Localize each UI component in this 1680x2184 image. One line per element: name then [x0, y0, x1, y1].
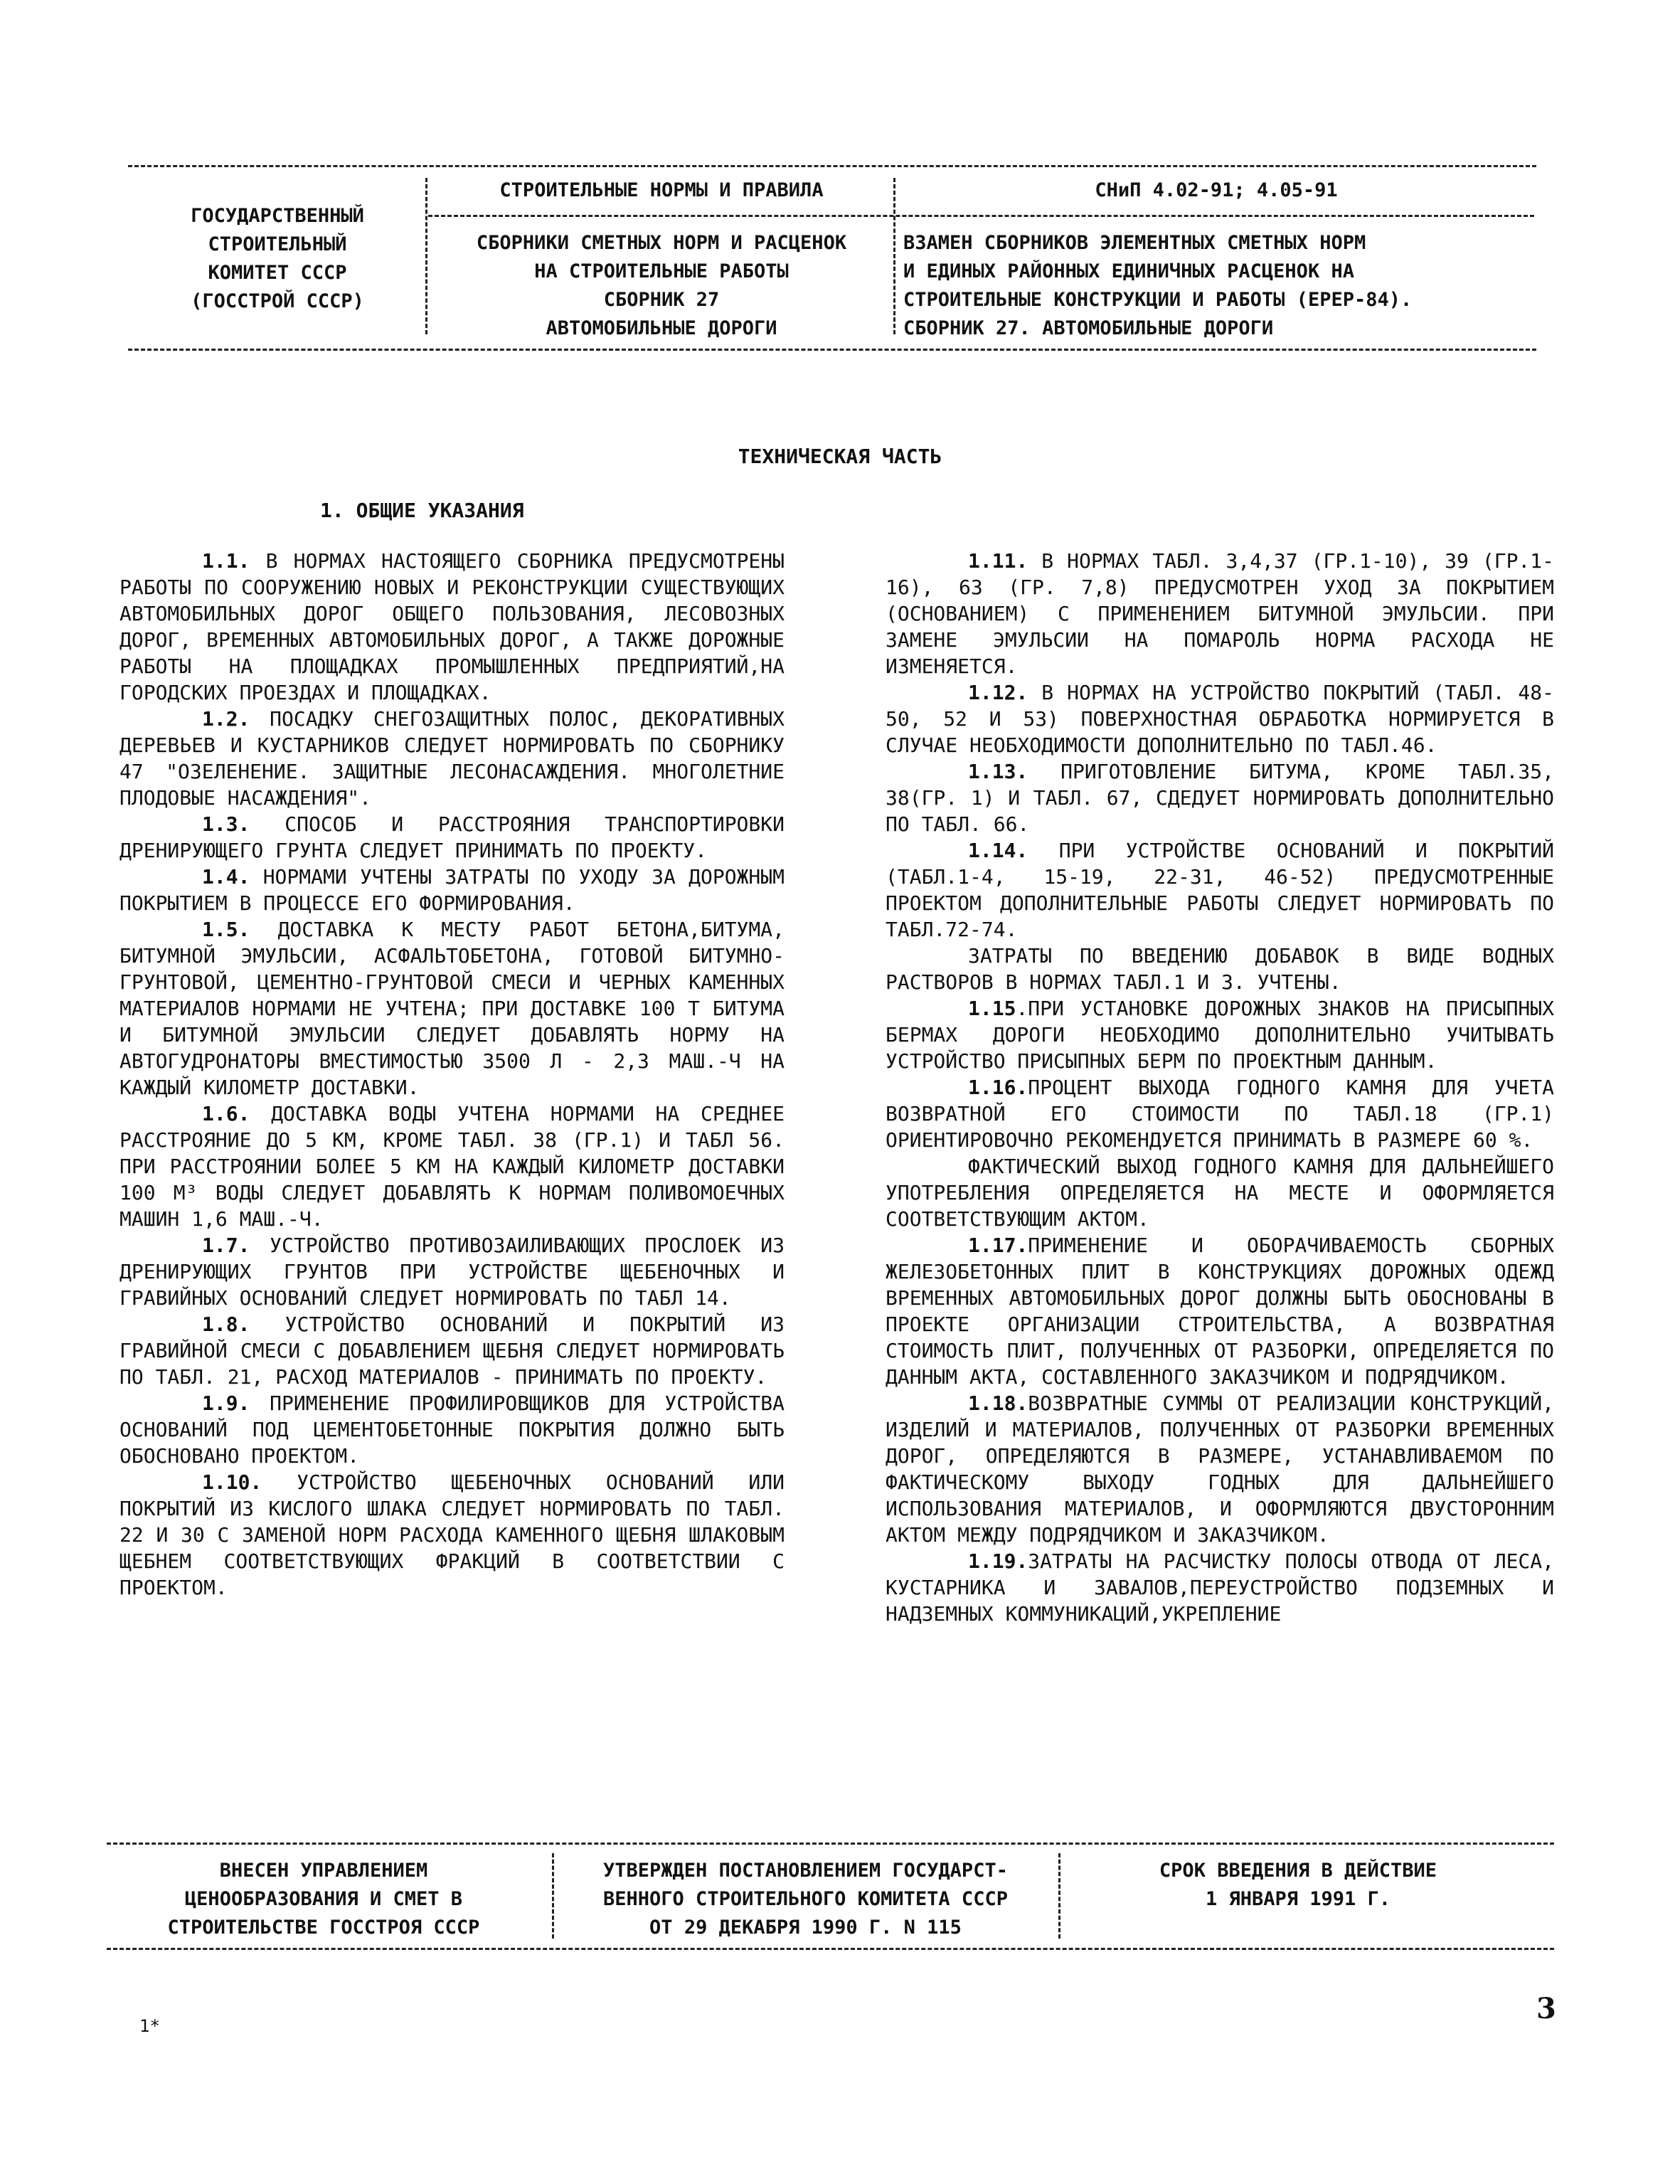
header-top-rule — [128, 165, 1536, 167]
clause-paragraph — [886, 548, 1554, 679]
replaces-line-3: СТРОИТЕЛЬНЫЕ КОНСТРУКЦИИ И РАБОТЫ (ЕРЕР-84). — [903, 289, 1413, 311]
clause-text: ФАКТИЧЕСКИЙ ВЫХОД ГОДНОГО КАМНЯ ДЛЯ ДАЛЬНЕЙШЕГО УПОТРЕБЛЕНИЯ ОПРЕДЕЛЯЕТСЯ НА МЕСТЕ И ОФОРМЛЯЕТСЯ СООТВЕТСТВУЮЩИМ АКТОМ. — [886, 1155, 1554, 1231]
signature-mark: 1* — [139, 2016, 160, 2036]
org-line-4: (ГОССТРОЙ СССР) — [191, 290, 364, 312]
effective-line-1: СРОК ВВЕДЕНИЯ В ДЕЙСТВИЕ — [1159, 1860, 1437, 1882]
clause-paragraph — [119, 1311, 785, 1390]
clause-text: В НОРМАХ НА УСТРОЙСТВО ПОКРЫТИЙ (ТАБЛ. 48-50, 52 И 53) ПОВЕРХНОСТНАЯ ОБРАБОТКА НОРМИРУЕТСЯ В СЛУЧАЕ НЕОБХОДИМОСТИ ДОПОЛНИТЕЛЬНО ПО ТАБЛ.46. — [886, 681, 1554, 757]
clause-text: ДОСТАВКА ВОДЫ УЧТЕНА НОРМАМИ НА СРЕДНЕЕ РАССТРОЯНИЕ ДО 5 КМ, КРОМЕ ТАБЛ. 38 (ГР.1) И ТАБЛ 56. ПРИ РАССТРОЯНИИ БОЛЕЕ 5 КМ НА КАЖДЫЙ КИЛОМЕТР ДОСТАВКИ 100 М³ ВОДЫ СЛЕДУЕТ ДОБАВЛЯТЬ К НОРМАМ ПОЛИВОМОЕЧНЫХ МАШИН 1,6 МАШ.-Ч. — [119, 1102, 785, 1231]
clause-number: 1.2. — [202, 707, 250, 731]
effective-date — [1067, 1857, 1529, 1914]
org-name — [142, 202, 413, 316]
clause-text: В НОРМАХ ТАБЛ. 3,4,37 (ГР.1-10), 39 (ГР.1-16), 63 (ГР. 7,8) ПРЕДУСМОТРЕН УХОД ЗА ПОКРЫТИЕМ (ОСНОВАНИЕМ) С ПРИМЕНЕНИЕМ БИТУМНОЙ ЭМУЛЬСИИ. ПРИ ЗАМЕНЕ ЭМУЛЬСИИ НА ПОМАРОЛЬ НОРМА РАСХОДА НЕ ИЗМЕНЯЕТСЯ. — [886, 549, 1554, 678]
footer-divider-1 — [552, 1853, 554, 1939]
clause-number: 1.7. — [202, 1234, 250, 1257]
clause-paragraph — [119, 864, 785, 916]
clause-text: УСТРОЙСТВО ОСНОВАНИЙ И ПОКРЫТИЙ ИЗ ГРАВИЙНОЙ СМЕСИ С ДОБАВЛЕНИЕМ ЩЕБНЯ СЛЕДУЕТ НОРМИРОВАТЬ ПО ТАБЛ. 21, РАСХОД МАТЕРИАЛОВ - ПРИНИМАТЬ ПО ПРОЕКТУ. — [119, 1313, 785, 1389]
clause-number: 1.6. — [202, 1102, 250, 1125]
clause-number: 1.4. — [202, 865, 250, 889]
clause-paragraph — [119, 706, 785, 811]
clause-text: ПРОЦЕНТ ВЫХОДА ГОДНОГО КАМНЯ ДЛЯ УЧЕТА ВОЗВРАТНОЙ ЕГО СТОИМОСТИ ПО ТАБЛ.18 (ГР.1) ОРИЕНТИРОВОЧНО РЕКОМЕНДУЕТСЯ ПРИНИМАТЬ В РАЗМЕРЕ 60 %. — [886, 1076, 1554, 1152]
clause-number: 1.3. — [202, 812, 250, 836]
clause-paragraph — [119, 1232, 785, 1311]
clause-text: ЗАТРАТЫ НА РАСЧИСТКУ ПОЛОСЫ ОТВОДА ОТ ЛЕСА, КУСТАРНИКА И ЗАВАЛОВ,ПЕРЕУСТРОЙСТВО ПОДЗЕМНЫХ И НАДЗЕМНЫХ КОММУНИКАЦИЙ,УКРЕПЛЕНИЕ — [886, 1549, 1554, 1626]
clause-number: 1.8. — [202, 1313, 250, 1336]
clause-number: 1.11. — [968, 549, 1028, 573]
clause-number: 1.14. — [968, 839, 1028, 862]
header-divider-1 — [425, 178, 427, 334]
approved-line-2: ВЕННОГО СТРОИТЕЛЬНОГО КОМИТЕТА СССР — [603, 1888, 1008, 1910]
clause-paragraph — [886, 1232, 1554, 1390]
clause-paragraph — [886, 943, 1554, 995]
collection-title — [434, 229, 889, 343]
subsection-title: 1. ОБЩИЕ УКАЗАНИЯ — [320, 499, 524, 522]
footer-bottom-rule — [107, 1948, 1554, 1950]
clause-paragraph — [886, 1548, 1554, 1627]
clause-number: 1.15 — [968, 997, 1016, 1020]
clause-number: 1.13. — [968, 760, 1028, 783]
replaces-line-4: СБОРНИК 27. АВТОМОБИЛЬНЫЕ ДОРОГИ — [903, 317, 1274, 339]
clause-paragraph — [886, 679, 1554, 758]
clause-text: ПРИ УСТРОЙСТВЕ ОСНОВАНИЙ И ПОКРЫТИЙ (ТАБЛ.1-4, 15-19, 22-31, 46-52) ПРЕДУСМОТРЕННЫЕ ПРОЕКТОМ ДОПОЛНИТЕЛЬНЫЕ РАБОТЫ СЛЕДУЕТ НОРМИРОВАТЬ ПО ТАБЛ.72-74. — [886, 839, 1554, 941]
clause-paragraph — [886, 758, 1554, 837]
org-line-1: ГОСУДАРСТВЕННЫЙ — [191, 205, 364, 227]
clause-text: В НОРМАХ НАСТОЯЩЕГО СБОРНИКА ПРЕДУСМОТРЕНЫ РАБОТЫ ПО СООРУЖЕНИЮ НОВЫХ И РЕКОНСТРУКЦИИ СУЩЕСТВУЮЩИХ АВТОМОБИЛЬНЫХ ДОРОГ ОБЩЕГО ПОЛЬЗОВАНИЯ, ЛЕСОВОЗНЫХ ДОРОГ, ВРЕМЕННЫХ АВТОМОБИЛЬНЫХ ДОРОГ, А ТАКЖЕ ДОРОЖНЫЕ РАБОТЫ НА ПЛОЩАДКАХ ПРОМЫШЛЕННЫХ ПРЕДПРИЯТИЙ,НА ГОРОДСКИХ ПРОЕЗДАХ И ПЛОЩАДКАХ. — [119, 549, 785, 704]
introduced-line-2: ЦЕНООБРАЗОВАНИЯ И СМЕТ В — [184, 1888, 463, 1910]
introduced-by — [107, 1857, 541, 1942]
introduced-line-3: СТРОИТЕЛЬСТВЕ ГОССТРОЯ СССР — [167, 1917, 480, 1939]
clause-number: 1.12. — [968, 681, 1028, 704]
org-line-2: СТРОИТЕЛЬНЫЙ — [208, 233, 347, 255]
section-title: ТЕХНИЧЕСКАЯ ЧАСТЬ — [738, 445, 942, 468]
clause-text: НОРМАМИ УЧТЕНЫ ЗАТРАТЫ ПО УХОДУ ЗА ДОРОЖНЫМ ПОКРЫТИЕМ В ПРОЦЕССЕ ЕГО ФОРМИРОВАНИЯ. — [119, 865, 785, 915]
approved-line-1: УТВЕРЖДЕН ПОСТАНОВЛЕНИЕМ ГОСУДАРСТ- — [603, 1860, 1008, 1882]
collection-line-2: НА СТРОИТЕЛЬНЫЕ РАБОТЫ — [534, 260, 789, 282]
org-line-3: КОМИТЕТ СССР — [208, 262, 347, 284]
clause-text: .ПРИ УСТАНОВКЕ ДОРОЖНЫХ ЗНАКОВ НА ПРИСЫПНЫХ БЕРМАХ ДОРОГИ НЕОБХОДИМО ДОПОЛНИТЕЛЬНО УЧИТЫВАТЬ УСТРОЙСТВО ПРИСЫПНЫХ БЕРМ ПО ПРОЕКТНЫМ ДАННЫМ. — [886, 997, 1554, 1073]
footer-top-rule — [107, 1843, 1554, 1845]
clause-number: 1.1. — [202, 549, 250, 573]
clause-number: 1.10. — [202, 1470, 262, 1494]
clause-paragraph — [886, 837, 1554, 943]
clause-number: 1.5. — [202, 918, 250, 941]
effective-line-2: 1 ЯНВАРЯ 1991 Г. — [1205, 1888, 1391, 1910]
approved-line-3: ОТ 29 ДЕКАБРЯ 1990 Г. N 115 — [649, 1917, 962, 1939]
clause-number: 1.16. — [968, 1076, 1028, 1099]
clause-paragraph — [119, 811, 785, 864]
clause-paragraph — [119, 548, 785, 706]
clause-paragraph — [886, 1153, 1554, 1232]
clause-text: ДОСТАВКА К МЕСТУ РАБОТ БЕТОНА,БИТУМА, БИТУМНОЙ ЭМУЛЬСИИ, АСФАЛЬТОБЕТОНА, ГОТОВОЙ БИТУМНО-ГРУНТОВОЙ, ЦЕМЕНТНО-ГРУНТОВОЙ СМЕСИ И ЧЕРНЫХ КАМЕННЫХ МАТЕРИАЛОВ НОРМАМИ НЕ УЧТЕНА; ПРИ ДОСТАВКЕ 100 Т БИТУМА И БИТУМНОЙ ЭМУЛЬСИИ СЛЕДУЕТ ДОБАВЛЯТЬ НОРМУ НА АВТОГУДРОНАТОРЫ ВМЕСТИМОСТЬЮ 3500 Л - 2,3 МАШ.-Ч НА КАЖДЫЙ КИЛОМЕТР ДОСТАВКИ. — [119, 918, 785, 1099]
clause-text: ПОСАДКУ СНЕГОЗАЩИТНЫХ ПОЛОС, ДЕКОРАТИВНЫХ ДЕРЕВЬЕВ И КУСТАРНИКОВ СЛЕДУЕТ НОРМИРОВАТЬ ПО СБОРНИКУ 47 "ОЗЕЛЕНЕНИЕ. ЗАЩИТНЫЕ ЛЕСОНАСАЖДЕНИЯ. МНОГОЛЕТНИЕ ПЛОДОВЫЕ НАСАЖДЕНИЯ". — [119, 707, 785, 810]
right-column — [886, 548, 1554, 1627]
clause-text: СПОСОБ И РАССТРОЯНИЯ ТРАНСПОРТИРОВКИ ДРЕНИРУЮЩЕГО ГРУНТА СЛЕДУЕТ ПРИНИМАТЬ ПО ПРОЕКТУ. — [119, 812, 785, 862]
replaces-line-2: И ЕДИНЫХ РАЙОННЫХ ЕДИНИЧНЫХ РАСЦЕНОК НА — [903, 260, 1354, 282]
collection-line-1: СБОРНИКИ СМЕТНЫХ НОРМ И РАСЦЕНОК — [476, 232, 847, 254]
approved-by — [558, 1857, 1053, 1942]
header-bottom-rule — [128, 349, 1536, 351]
document-code: СНиП 4.02-91; 4.05-91 — [1095, 179, 1338, 201]
header-mid-rule — [428, 215, 1534, 217]
clause-paragraph — [119, 916, 785, 1101]
replaces-note — [903, 229, 1543, 343]
clause-text: ВОЗВРАТНЫЕ СУММЫ ОТ РЕАЛИЗАЦИИ КОНСТРУКЦИЙ, ИЗДЕЛИЙ И МАТЕРИАЛОВ, ПОЛУЧЕННЫХ ОТ РАЗБОРКИ ВРЕМЕННЫХ ДОРОГ, ОПРЕДЕЛЯЮТСЯ В РАЗМЕРЕ, УСТАНАВЛИВАЕМОМ ПО ФАКТИЧЕСКОМУ ВЫХОДУ ГОДНЫХ ДЛЯ ДАЛЬНЕЙШЕГО ИСПОЛЬЗОВАНИЯ МАТЕРИАЛОВ, И ОФОРМЛЯЮТСЯ ДВУСТОРОННИМ АКТОМ МЕЖДУ ПОДРЯДЧИКОМ И ЗАКАЗЧИКОМ. — [886, 1391, 1554, 1547]
clause-text: ПРИМЕНЕНИЕ И ОБОРАЧИВАЕМОСТЬ СБОРНЫХ ЖЕЛЕЗОБЕТОННЫХ ПЛИТ В КОНСТРУКЦИЯХ ДОРОЖНЫХ ОДЕЖД ВРЕМЕННЫХ АВТОМОБИЛЬНЫХ ДОРОГ ДОЛЖНЫ БЫТЬ ОБОСНОВАНЫ В ПРОЕКТЕ ОРГАНИЗАЦИИ СТРОИТЕЛЬСТВА, А ВОЗВРАТНАЯ СТОИМОСТЬ ПЛИТ, ПОЛУЧЕННЫХ ОТ РАЗБОРКИ, ОПРЕДЕЛЯЕТСЯ ПО ДАННЫМ АКТА, СОСТАВЛЕННОГО ЗАКАЗЧИКОМ И ПОДРЯДЧИКОМ. — [886, 1234, 1554, 1389]
clause-number: 1.19. — [968, 1549, 1028, 1573]
clause-paragraph — [886, 1390, 1554, 1548]
clause-paragraph — [886, 995, 1554, 1074]
clause-text: ПРИГОТОВЛЕНИЕ БИТУМА, КРОМЕ ТАБЛ.35, 38(ГР. 1) И ТАБЛ. 67, СДЕДУЕТ НОРМИРОВАТЬ ДОПОЛНИТЕЛЬНО ПО ТАБЛ. 66. — [886, 760, 1554, 836]
clause-number: 1.17. — [968, 1234, 1028, 1257]
clause-paragraph — [119, 1390, 785, 1469]
replaces-line-1: ВЗАМЕН СБОРНИКОВ ЭЛЕМЕНТНЫХ СМЕТНЫХ НОРМ — [903, 232, 1366, 254]
clause-number: 1.9. — [202, 1391, 250, 1415]
collection-line-4: АВТОМОБИЛЬНЫЕ ДОРОГИ — [546, 317, 777, 339]
footer-divider-2 — [1058, 1853, 1060, 1939]
clause-paragraph — [886, 1074, 1554, 1153]
page-number: 3 — [1536, 1992, 1556, 2025]
collection-line-3: СБОРНИК 27 — [603, 289, 720, 311]
header-divider-2 — [893, 178, 895, 334]
left-column — [119, 548, 785, 1601]
clause-text: УСТРОЙСТВО ЩЕБЕНОЧНЫХ ОСНОВАНИЙ ИЛИ ПОКРЫТИЙ ИЗ КИСЛОГО ШЛАКА СЛЕДУЕТ НОРМИРОВАТЬ ПО ТАБЛ. 22 И 30 С ЗАМЕНОЙ НОРМ РАСХОДА КАМЕННОГО ЩЕБНЯ ШЛАКОВЫМ ЩЕБНЕМ СООТВЕТСТВУЮЩИХ ФРАКЦИЙ В СООТВЕТСТВИИ С ПРОЕКТОМ. — [119, 1470, 785, 1599]
introduced-line-1: ВНЕСЕН УПРАВЛЕНИЕМ — [219, 1860, 428, 1882]
clause-text: ПРИМЕНЕНИЕ ПРОФИЛИРОВЩИКОВ ДЛЯ УСТРОЙСТВА ОСНОВАНИЙ ПОД ЦЕМЕНТОБЕТОННЫЕ ПОКРЫТИЯ ДОЛЖНО БЫТЬ ОБОСНОВАНО ПРОЕКТОМ. — [119, 1391, 785, 1468]
clause-paragraph — [119, 1469, 785, 1601]
clause-text: УСТРОЙСТВО ПРОТИВОЗАИЛИВАЮЩИХ ПРОСЛОЕК ИЗ ДРЕНИРУЮЩИХ ГРУНТОВ ПРИ УСТРОЙСТВЕ ЩЕБЕНОЧНЫХ И ГРАВИЙНЫХ ОСНОВАНИЙ СЛЕДУЕТ НОРМИРОВАТЬ ПО ТАБЛ 14. — [119, 1234, 785, 1310]
clause-text: ЗАТРАТЫ ПО ВВЕДЕНИЮ ДОБАВОК В ВИДЕ ВОДНЫХ РАСТВОРОВ В НОРМАХ ТАБЛ.1 И 3. УЧТЕНЫ. — [886, 944, 1554, 994]
clause-paragraph — [119, 1101, 785, 1232]
clause-number: 1.18. — [968, 1391, 1028, 1415]
norms-title: СТРОИТЕЛЬНЫЕ НОРМЫ И ПРАВИЛА — [499, 179, 824, 201]
